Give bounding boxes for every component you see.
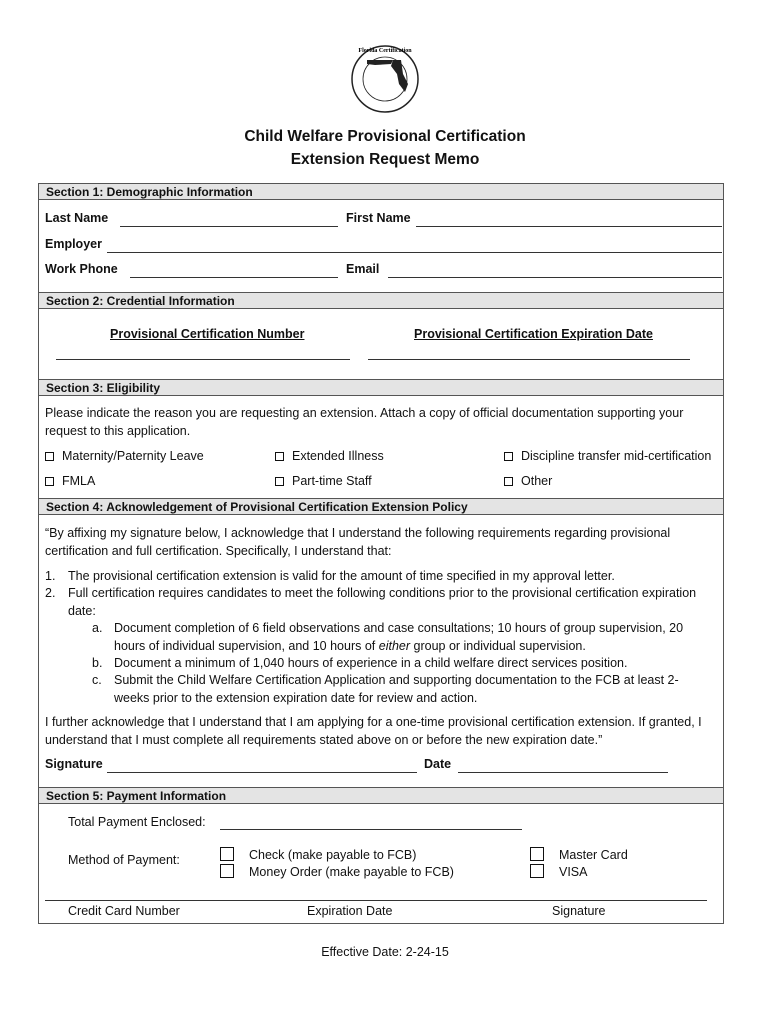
fcb-seal [335,44,435,114]
master-card-checkbox[interactable] [530,847,544,861]
option-other[interactable]: Other [504,473,552,491]
checkbox-icon[interactable] [275,477,284,486]
title-line-1: Child Welfare Provisional Certification [244,128,526,145]
card-signature-label: Signature [552,904,606,918]
credit-card-number-label: Credit Card Number [68,904,180,918]
option-maternity[interactable]: Maternity/Paternity Leave [45,448,204,466]
item-1: The provisional certification extension is valid for the amount of time specified in my approval letter. [68,569,615,583]
method-label: Method of Payment: [68,853,180,867]
item-2a: Document completion of 6 field observations and case consultations; 10 hours of group supervision, 20 hours of individual supervision, and 10 hours of either group or individual supervision. [114,621,684,653]
item-2c-marker: c. [92,673,102,687]
checkbox-icon[interactable] [45,477,54,486]
total-payment-label: Total Payment Enclosed: [68,815,206,829]
work-phone-field[interactable] [130,277,338,278]
cert-number-field[interactable] [56,359,350,360]
signature-label: Signature [45,757,103,771]
item-2b: Document a minimum of 1,040 hours of experience in a child welfare direct services position. [114,656,628,670]
item-2a-marker: a. [92,621,103,635]
option-discipline-transfer[interactable]: Discipline transfer mid-certification [504,448,711,466]
item-2: Full certification requires candidates to meet the following conditions prior to the provisional certification expiration date: [68,586,697,618]
first-name-field[interactable] [416,226,722,227]
title-line-2: Extension Request Memo [290,151,480,168]
check-label: Check (make payable to FCB) [249,848,417,862]
work-phone-label: Work Phone [45,262,118,276]
employer-field[interactable] [107,252,722,253]
acknowledgement-closing: I further acknowledge that I understand that I am applying for a one-time provisional certification extension. If granted, I understand that I must complete all requirements stated above on or before the new expiration date.” [45,715,702,747]
effective-date: Effective Date: 2-24-15 [321,945,449,959]
eligibility-instructions: Please indicate the reason you are requesting an extension. Attach a copy of official documentation supporting your request to this application. [45,406,684,438]
money-order-label: Money Order (make payable to FCB) [249,865,454,879]
signature-field[interactable] [107,772,417,773]
svg-text:Florida Certification: Florida Certification [358,48,412,54]
last-name-field[interactable] [120,226,338,227]
item-2b-marker: b. [92,656,103,670]
checkbox-icon[interactable] [45,452,54,461]
money-order-checkbox[interactable] [220,864,234,878]
item-1-marker: 1. [45,569,56,583]
visa-checkbox[interactable] [530,864,544,878]
acknowledgement-intro: “By affixing my signature below, I acknowledge that I understand the following requirements regarding provisional certification and full certification. Specifically, I understand that: [45,526,671,558]
cert-number-label: Provisional Certification Number [110,327,305,341]
cert-expiration-field[interactable] [368,359,690,360]
section3-header: Section 3: Eligibility [39,379,723,396]
date-label: Date [424,757,452,771]
visa-label: VISA [559,865,588,879]
option-extended-illness[interactable]: Extended Illness [275,448,384,466]
section4-header: Section 4: Acknowledgement of Provisional Certification Extension Policy [39,498,723,515]
date-field[interactable] [458,772,668,773]
master-card-label: Master Card [559,848,628,862]
section2-header: Section 2: Credential Information [39,292,723,309]
item-2-marker: 2. [45,586,56,600]
checkbox-icon[interactable] [504,477,513,486]
first-name-label: First Name [346,211,411,225]
cert-expiration-label: Provisional Certification Expiration Date [414,327,653,341]
expiration-date-label: Expiration Date [307,904,393,918]
checkbox-icon[interactable] [275,452,284,461]
section5-header: Section 5: Payment Information [39,787,723,804]
checkbox-icon[interactable] [504,452,513,461]
option-part-time[interactable]: Part-time Staff [275,473,372,491]
card-details-field[interactable] [45,900,707,901]
email-field[interactable] [388,277,722,278]
employer-label: Employer [45,237,102,251]
check-checkbox[interactable] [220,847,234,861]
email-label: Email [346,262,380,276]
section1-header: Section 1: Demographic Information [39,183,723,200]
option-fmla[interactable]: FMLA [45,473,95,491]
last-name-label: Last Name [45,211,109,225]
item-2c: Submit the Child Welfare Certification Application and supporting documentation to the FCB at least 2-weeks prior to the extension expiration date for review and action. [114,673,679,705]
total-payment-field[interactable] [220,829,522,830]
